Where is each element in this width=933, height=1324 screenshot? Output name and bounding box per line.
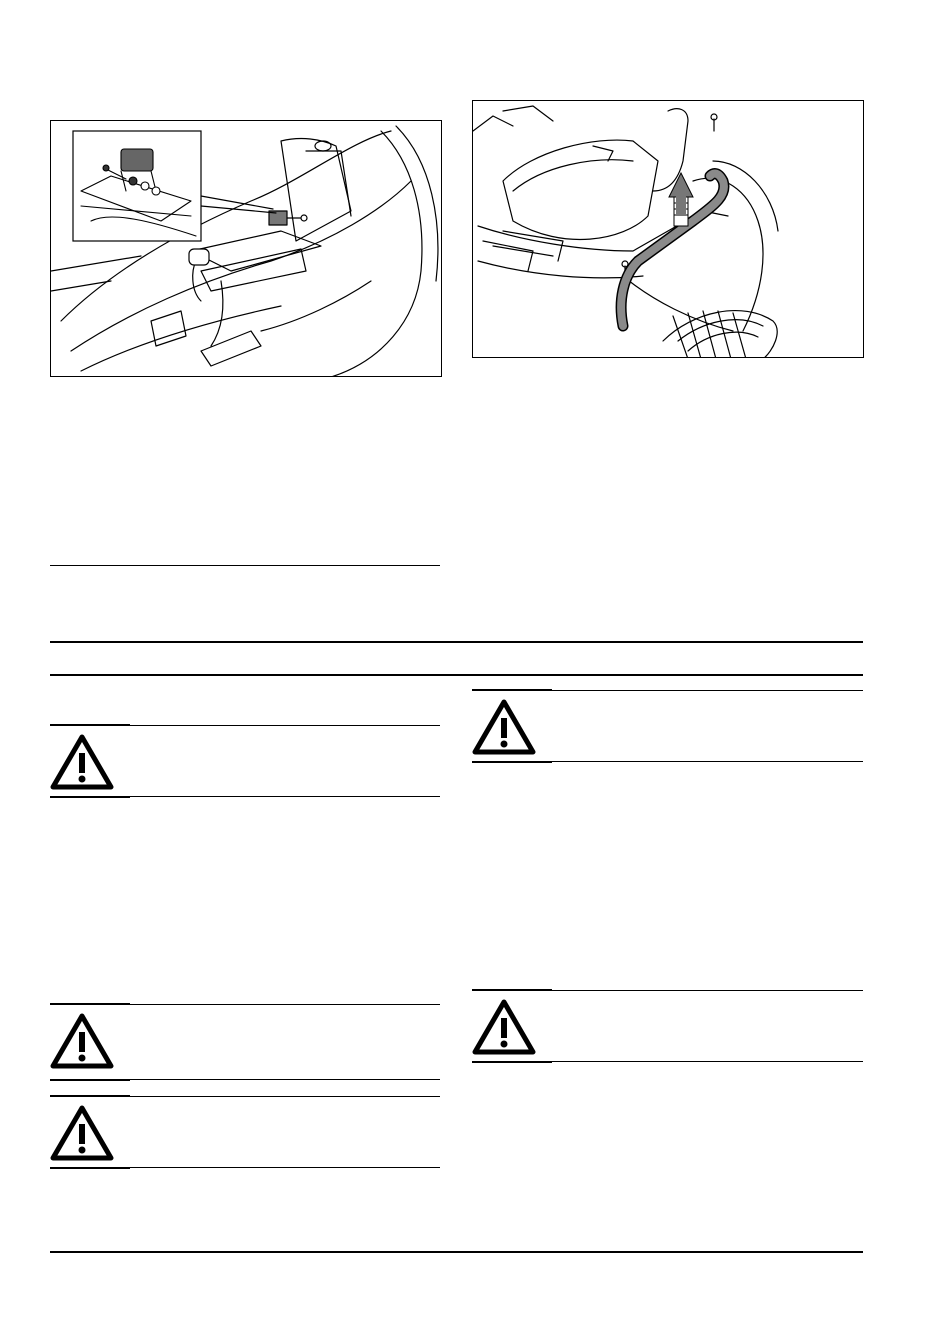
section-rule-bottom <box>50 674 863 676</box>
seat-switch-figure <box>50 120 442 377</box>
seat-lift-illustration <box>473 101 864 358</box>
warning-left-1 <box>50 725 440 797</box>
section-rule-top <box>50 641 863 643</box>
warning-triangle-icon <box>50 1104 114 1162</box>
warning-left-2 <box>50 1004 440 1080</box>
seat-lift-figure <box>472 100 864 358</box>
warning-triangle-icon <box>50 733 114 791</box>
left-section-divider <box>50 565 440 566</box>
warning-right-1 <box>472 690 863 762</box>
warning-triangle-icon <box>50 1012 114 1070</box>
warning-triangle-icon <box>472 998 536 1056</box>
warning-right-2 <box>472 990 863 1062</box>
page-footer-rule <box>50 1251 863 1253</box>
warning-triangle-icon <box>472 698 536 756</box>
warning-left-3 <box>50 1096 440 1168</box>
seat-switch-illustration <box>51 121 442 377</box>
